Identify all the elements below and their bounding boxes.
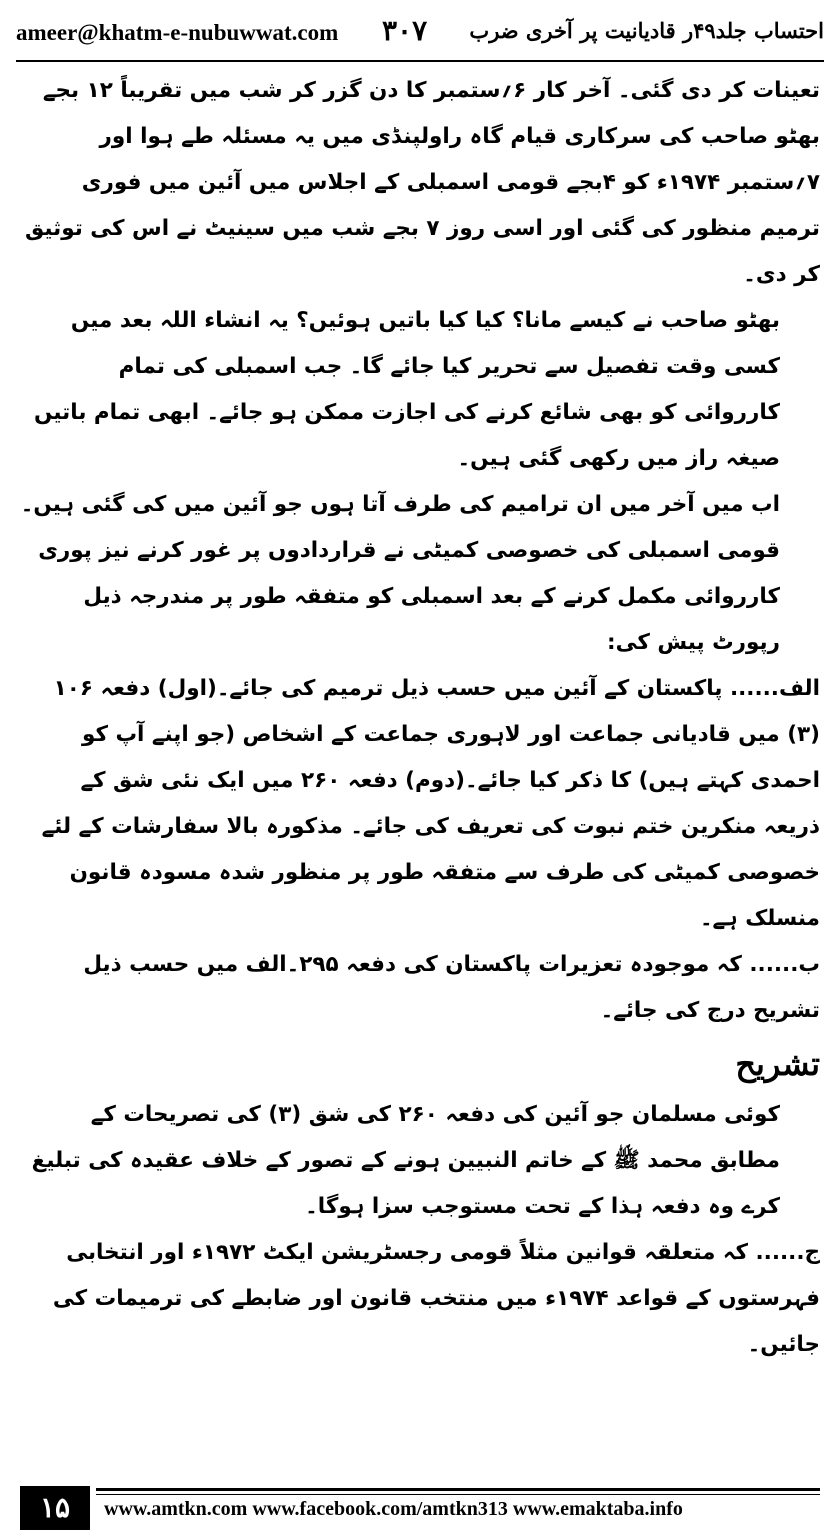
page-body — [20, 68, 820, 1460]
paragraph-explanation: کوئی مسلمان جو آئین کی دفعہ ۲۶۰ کی شق (۳) کی تصریحات کے مطابق محمد ﷺ کے خاتم النبیین ہونے کے تصور کے خلاف عقیدہ کی تبلیغ کرے وہ دفعہ ہذا کے تحت مستوجب سزا ہوگا۔ — [31, 1102, 780, 1219]
paragraph: تعینات کر دی گئی۔ آخر کار ۶؍ستمبر کا دن گزر کر شب میں تقریباً ۱۲ بجے بھٹو صاحب کی سرکاری قیام گاہ راولپنڈی میں یہ مسئلہ طے ہوا اور ۷؍ستمبر ۱۹۷۴ء کو ۴بجے قومی اسمبلی کے اجلاس میں آئین میں فوری ترمیم منظور کی گئی اور اسی روز ۷ بجے شب میں سینیٹ نے اس کی توثیق کر دی۔ — [25, 78, 820, 287]
header-page-number: ۳۰۷ — [382, 14, 428, 47]
paragraph: بھٹو صاحب نے کیسے مانا؟ کیا کیا باتیں ہوئیں؟ یہ انشاء اللہ بعد میں کسی وقت تفصیل سے تحریر کیا جائے گا۔ جب اسمبلی کی تمام کارروائی کو بھی شائع کرنے کی اجازت ممکن ہو جائے۔ ابھی تمام باتیں صیغہ راز میں رکھی گئی ہیں۔ — [34, 308, 780, 471]
clause-alif: الف...... پاکستان کے آئین میں حسب ذیل ترمیم کی جائے۔(اول) دفعہ ۱۰۶ (۳) میں قادیانی جماعت اور لاہوری جماعت کے اشخاص (جو اپنے آپ کو احمدی کہتے ہیں) کا ذکر کیا جائے۔(دوم) دفعہ ۲۶۰ میں ایک نئی شق کے ذریعہ منکرین ختم نبوت کی تعریف کی جائے۔ مذکورہ بالا سفارشات کے لئے خصوصی کمیٹی کی طرف سے متفقہ طور پر منظور شدہ مسودہ قانون منسلک ہے۔ — [41, 676, 820, 931]
page-header — [16, 8, 824, 58]
header-running-title: احتساب جلد۴۹ر قادیانیت پر آخری ضرب — [469, 18, 824, 43]
clause-jeem: ج...... کہ متعلقہ قوانین مثلاً قومی رجسٹریشن ایکٹ ۱۹۷۲ء اور انتخابی فہرستوں کے قواعد ۱۹۷۴ء میں منتخب قانون اور ضابطے کی ترمیمات کی جائیں۔ — [52, 1240, 820, 1357]
footer-page-number: ۱۵ — [20, 1486, 90, 1530]
footer-rule-thin — [96, 1494, 820, 1495]
footer-rule — [96, 1488, 820, 1491]
section-heading: تشریح — [735, 1045, 820, 1083]
header-rule — [16, 60, 824, 62]
page-footer — [0, 1468, 840, 1540]
header-email: ameer@khatm-e-nubuwwat.com — [16, 20, 339, 45]
footer-urls: www.amtkn.com www.facebook.com/amtkn313 www.emaktaba.info — [104, 1498, 683, 1520]
paragraph: اب میں آخر میں ان ترامیم کی طرف آتا ہوں جو آئین میں کی گئی ہیں۔ قومی اسمبلی کی خصوصی کمیٹی نے قراردادوں پر غور کرنے نیز پوری کارروائی مکمل کرنے کے بعد اسمبلی کو متفقہ طور پر مندرجہ ذیل رپورٹ پیش کی: — [20, 492, 780, 655]
clause-be: ب...... کہ موجودہ تعزیرات پاکستان کی دفعہ ۲۹۵۔الف میں حسب ذیل تشریح درج کی جائے۔ — [83, 952, 820, 1023]
